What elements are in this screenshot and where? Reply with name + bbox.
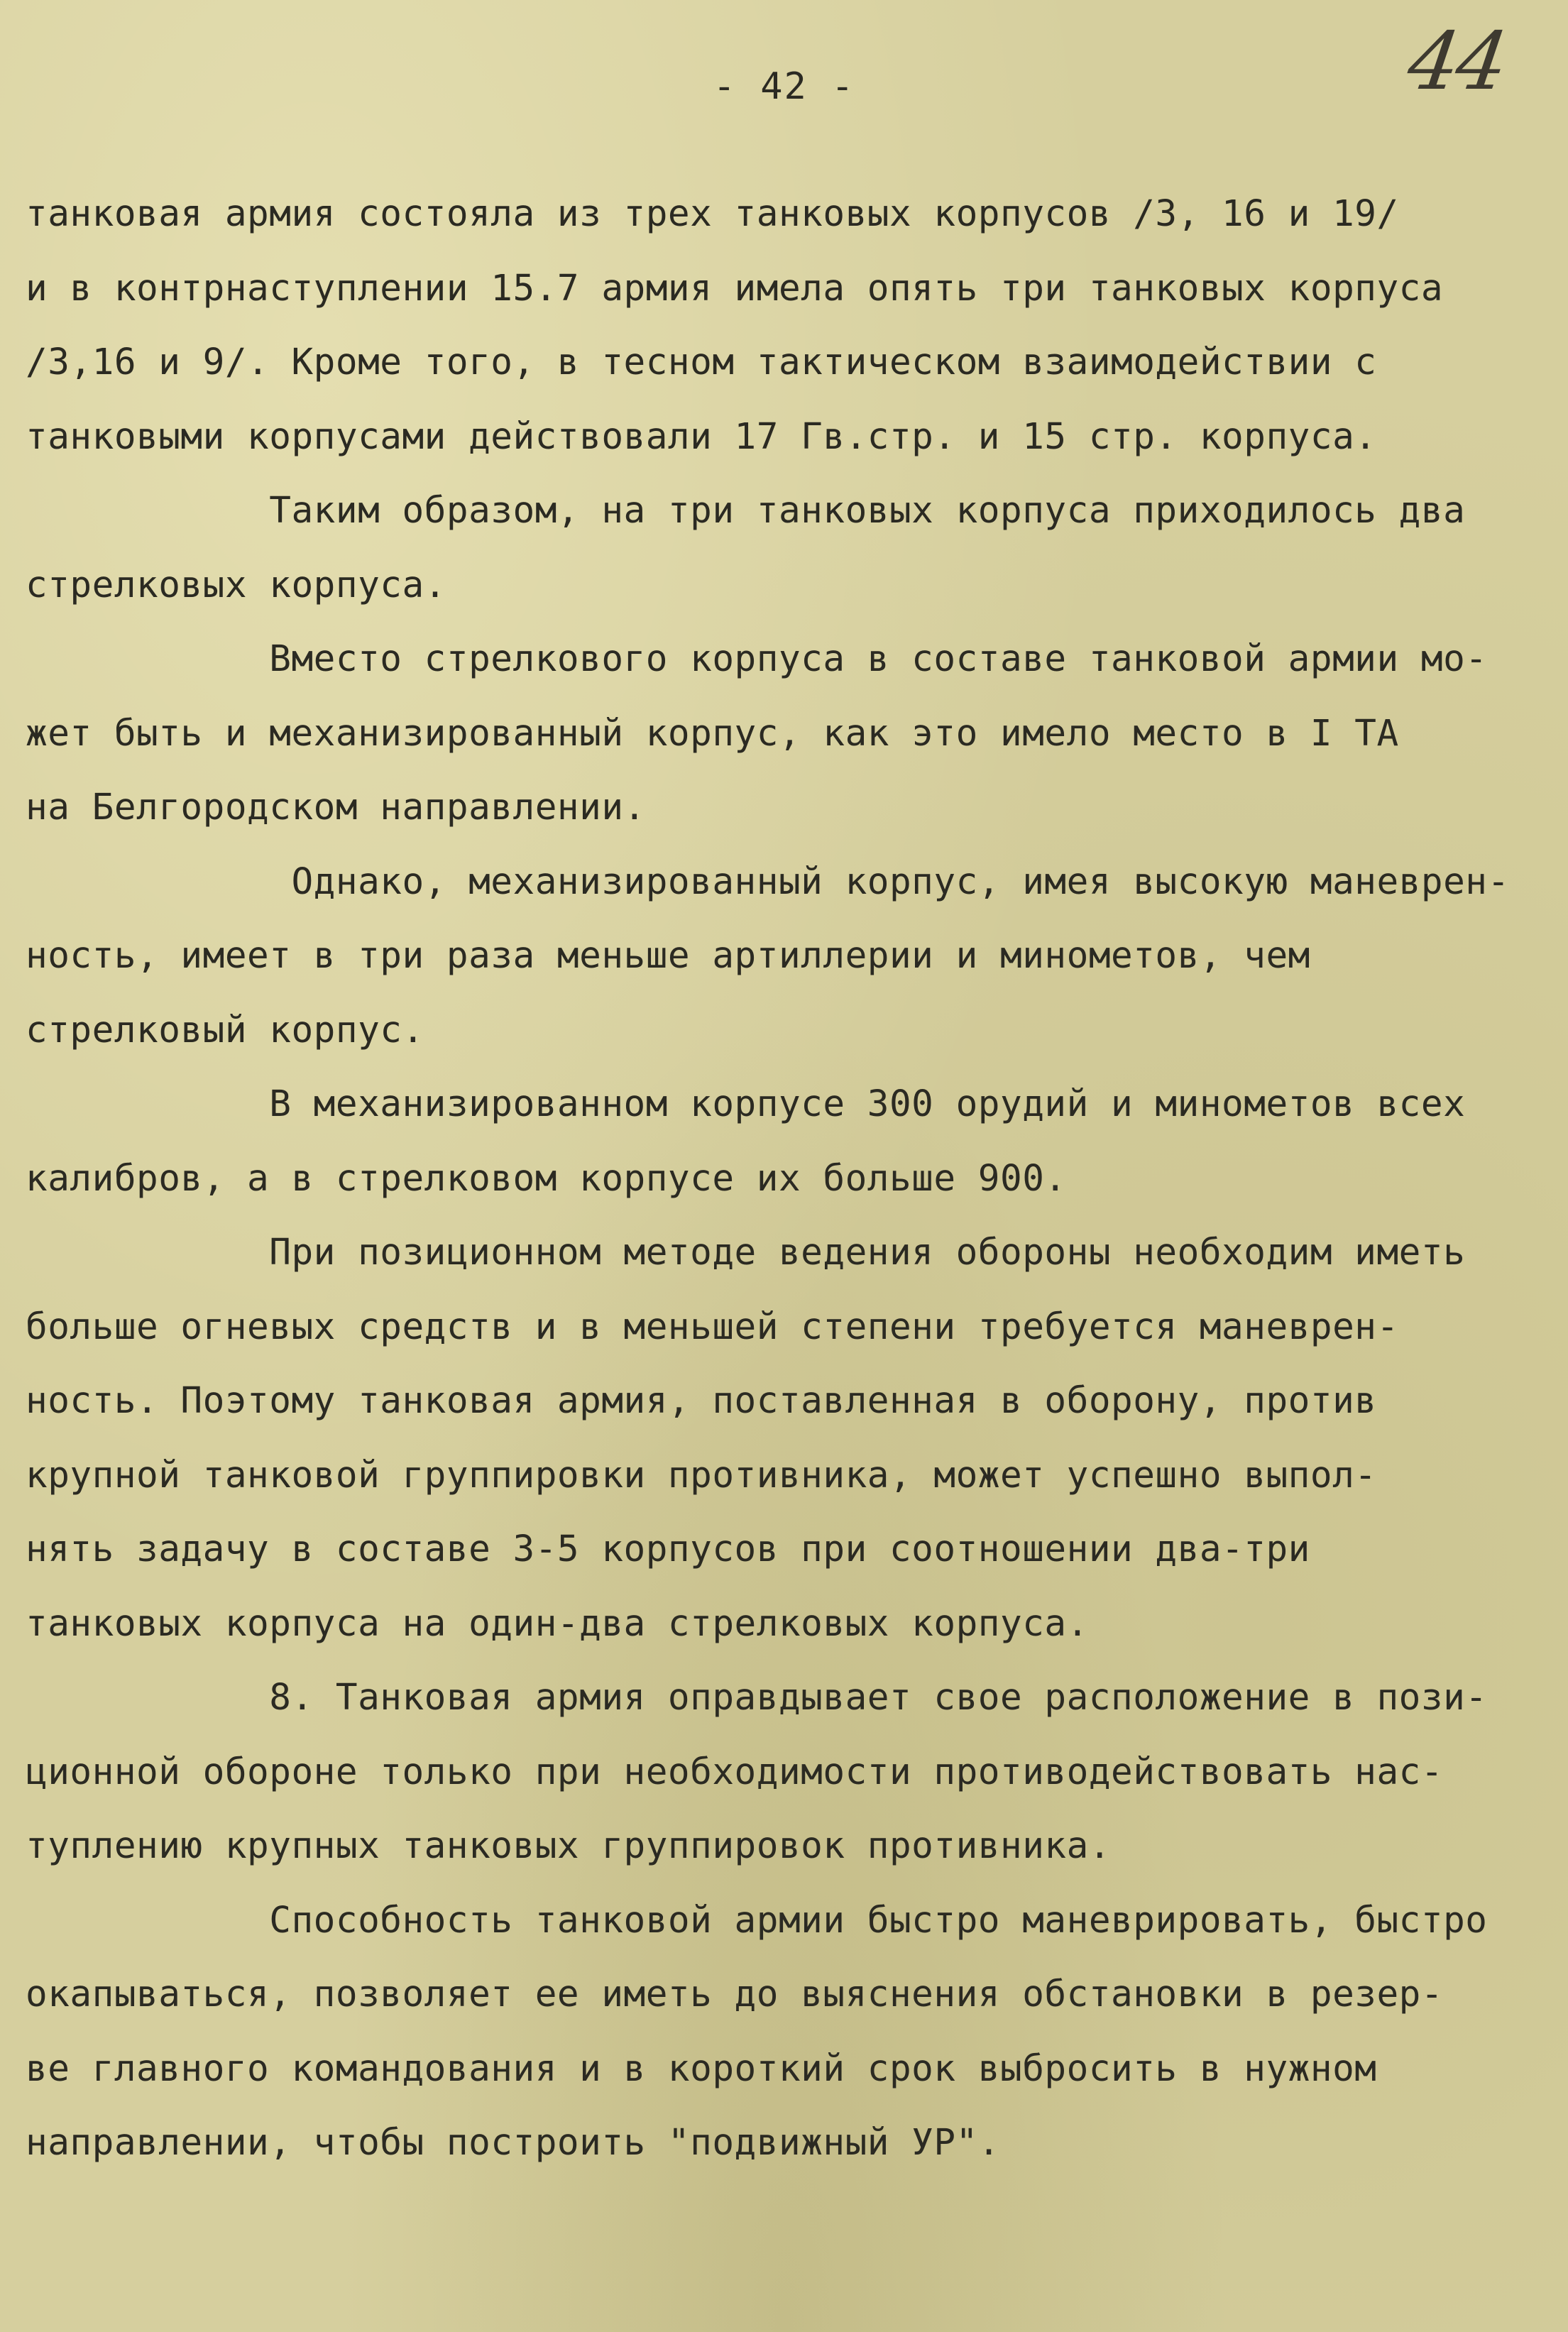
text-line: направлении, чтобы построить "подвижный УР".	[26, 2122, 1001, 2164]
text-line: Вместо стрелкового корпуса в составе танковой армии мо-	[26, 638, 1488, 680]
text-line: жет быть и механизированный корпус, как это имело место в I ТА	[26, 712, 1399, 755]
text-line: При позиционном методе ведения обороны необходим иметь	[26, 1232, 1466, 1274]
text-line: нять задачу в составе 3-5 корпусов при соотношении два-три	[26, 1528, 1310, 1570]
text-line: ционной обороне только при необходимости противодействовать нас-	[26, 1751, 1444, 1793]
text-line: крупной танковой группировки противника, может успешно выпол-	[26, 1454, 1377, 1496]
text-line: 8. Танковая армия оправдывает свое расположение в пози-	[26, 1677, 1488, 1719]
text-line: В механизированном корпусе 300 орудий и минометов всех	[26, 1083, 1466, 1125]
text-line: калибров, а в стрелковом корпусе их больше 900.	[26, 1157, 1067, 1200]
text-line: на Белгородском направлении.	[26, 787, 646, 828]
text-line: ность, имеет в три раза меньше артиллерии и минометов, чем	[26, 935, 1310, 977]
text-line: больше огневых средств и в меньшей степени требуется маневрен-	[26, 1305, 1399, 1348]
text-line: Однако, механизированный корпус, имея высокую маневрен-	[26, 860, 1510, 903]
text-line: стрелковый корпус.	[26, 1009, 424, 1051]
text-line: /3,16 и 9/. Кроме того, в тесном тактическом взаимодействии с	[26, 341, 1377, 383]
text-line: танковыми корпусами действовали 17 Гв.стр. и 15 стр. корпуса.	[26, 415, 1377, 458]
text-line: Способность танковой армии быстро маневрировать, быстро	[26, 1899, 1488, 1942]
text-line: и в контрнаступлении 15.7 армия имела опять три танковых корпуса	[26, 267, 1444, 310]
page-number: - 42 -	[713, 65, 855, 108]
body-text	[26, 177, 1537, 2181]
text-line: туплению крупных танковых группировок противника.	[26, 1825, 1112, 1867]
text-line: ность. Поэтому танковая армия, поставленная в оборону, против	[26, 1380, 1377, 1422]
text-line: стрелковых корпуса.	[26, 564, 446, 606]
archive-page-number: 44	[1402, 16, 1511, 108]
text-line: танковая армия состояла из трех танковых корпусов /3, 16 и 19/	[26, 193, 1399, 235]
text-line: танковых корпуса на один-два стрелковых корпуса.	[26, 1602, 1089, 1645]
text-line: окапываться, позволяет ее иметь до выяснения обстановки в резер-	[26, 1974, 1444, 2015]
text-line: ве главного командования и в короткий срок выбросить в нужном	[26, 2047, 1377, 2090]
text-line: Таким образом, на три танковых корпуса приходилось два	[26, 490, 1466, 532]
